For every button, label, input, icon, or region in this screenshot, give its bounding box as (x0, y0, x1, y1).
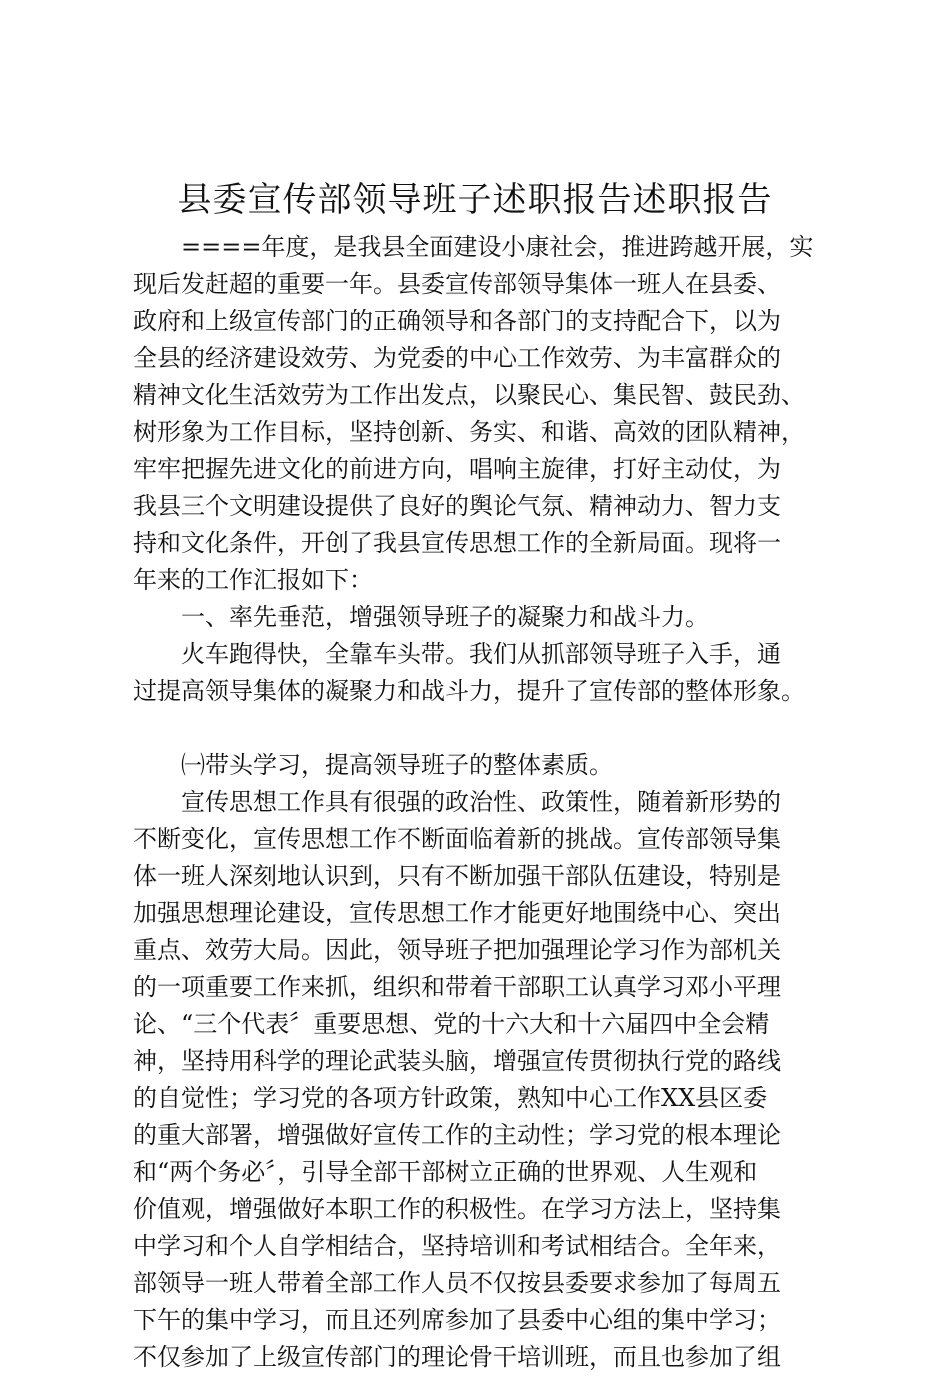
document-title: 县委宣传部领导班子述职报告述职报告 (177, 180, 773, 220)
section-heading: 一、率先垂范，增强领导班子的凝聚力和战斗力。 (181, 603, 709, 631)
paragraph-spacer (133, 710, 833, 747)
paragraph-line: 的自觉性；学习党的各项方针政策，熟知中心工作XX县区委 (133, 1084, 768, 1112)
paragraph-line: 不断变化，宣传思想工作不断面临着新的挑战。宣传部领导集 (133, 825, 781, 853)
paragraph-line: 论、“三个代表〞重要思想、党的十六大和十六届四中全会精 (133, 1010, 770, 1038)
paragraph-line: 不仅参加了上级宣传部门的理论骨干培训班，而且也参加了组 (133, 1343, 781, 1371)
paragraph-line: 过提高领导集体的凝聚力和战斗力，提升了宣传部的整体形象。 (133, 677, 805, 705)
paragraph-line: 加强思想理论建设，宣传思想工作才能更好地围绕中心、突出 (133, 899, 781, 927)
paragraph-line: 树形象为工作目标，坚持创新、务实、和谐、高效的团队精神， (133, 418, 805, 446)
paragraph-line: 部领导一班人带着全部工作人员不仅按县委要求参加了每周五 (133, 1269, 781, 1297)
document-body (133, 229, 833, 1376)
paragraph-line: 体一班人深刻地认识到，只有不断加强干部队伍建设，特别是 (133, 862, 781, 890)
paragraph-line: 下午的集中学习，而且还列席参加了县委中心组的集中学习； (133, 1306, 781, 1334)
paragraph-line: 年来的工作汇报如下： (133, 566, 373, 594)
paragraph-line: 持和文化条件，开创了我县宣传思想工作的全新局面。现将一 (133, 529, 781, 557)
paragraph-line: 中学习和个人自学相结合，坚持培训和考试相结合。全年来， (133, 1232, 781, 1260)
paragraph-line: 和“两个务必〞，引导全部干部树立正确的世界观、人生观和 (133, 1158, 758, 1186)
paragraph-line: 牢牢把握先进文化的前进方向，唱响主旋律，打好主动仗，为 (133, 455, 781, 483)
paragraph-line: 的重大部署，增强做好宣传工作的主动性；学习党的根本理论 (133, 1121, 781, 1149)
paragraph-line: 现后发赶超的重要一年。县委宣传部领导集体一班人在县委、 (133, 270, 781, 298)
paragraph-line: 宣传思想工作具有很强的政治性、政策性，随着新形势的 (181, 788, 781, 816)
paragraph-line: ====年度，是我县全面建设小康社会，推进跨越开展，实 (181, 233, 814, 261)
paragraph-line: 全县的经济建设效劳、为党委的中心工作效劳、为丰富群众的 (133, 344, 781, 372)
paragraph-line: 政府和上级宣传部门的正确领导和各部门的支持配合下，以为 (133, 307, 781, 335)
paragraph-line: 我县三个文明建设提供了良好的舆论气氛、精神动力、智力支 (133, 492, 781, 520)
paragraph-line: 神，坚持用科学的理论武装头脑，增强宣传贯彻执行党的路线 (133, 1047, 781, 1075)
paragraph-line: 重点、效劳大局。因此，领导班子把加强理论学习作为部机关 (133, 936, 781, 964)
paragraph-line: 价值观，增强做好本职工作的积极性。在学习方法上，坚持集 (133, 1195, 781, 1223)
paragraph-line: 精神文化生活效劳为工作出发点，以聚民心、集民智、鼓民劲、 (133, 381, 805, 409)
subsection-heading: ㈠带头学习，提高领导班子的整体素质。 (181, 751, 613, 779)
paragraph-line: 火车跑得快，全靠车头带。我们从抓部领导班子入手，通 (181, 640, 781, 668)
paragraph-line: 的一项重要工作来抓，组织和带着干部职工认真学习邓小平理 (133, 973, 781, 1001)
